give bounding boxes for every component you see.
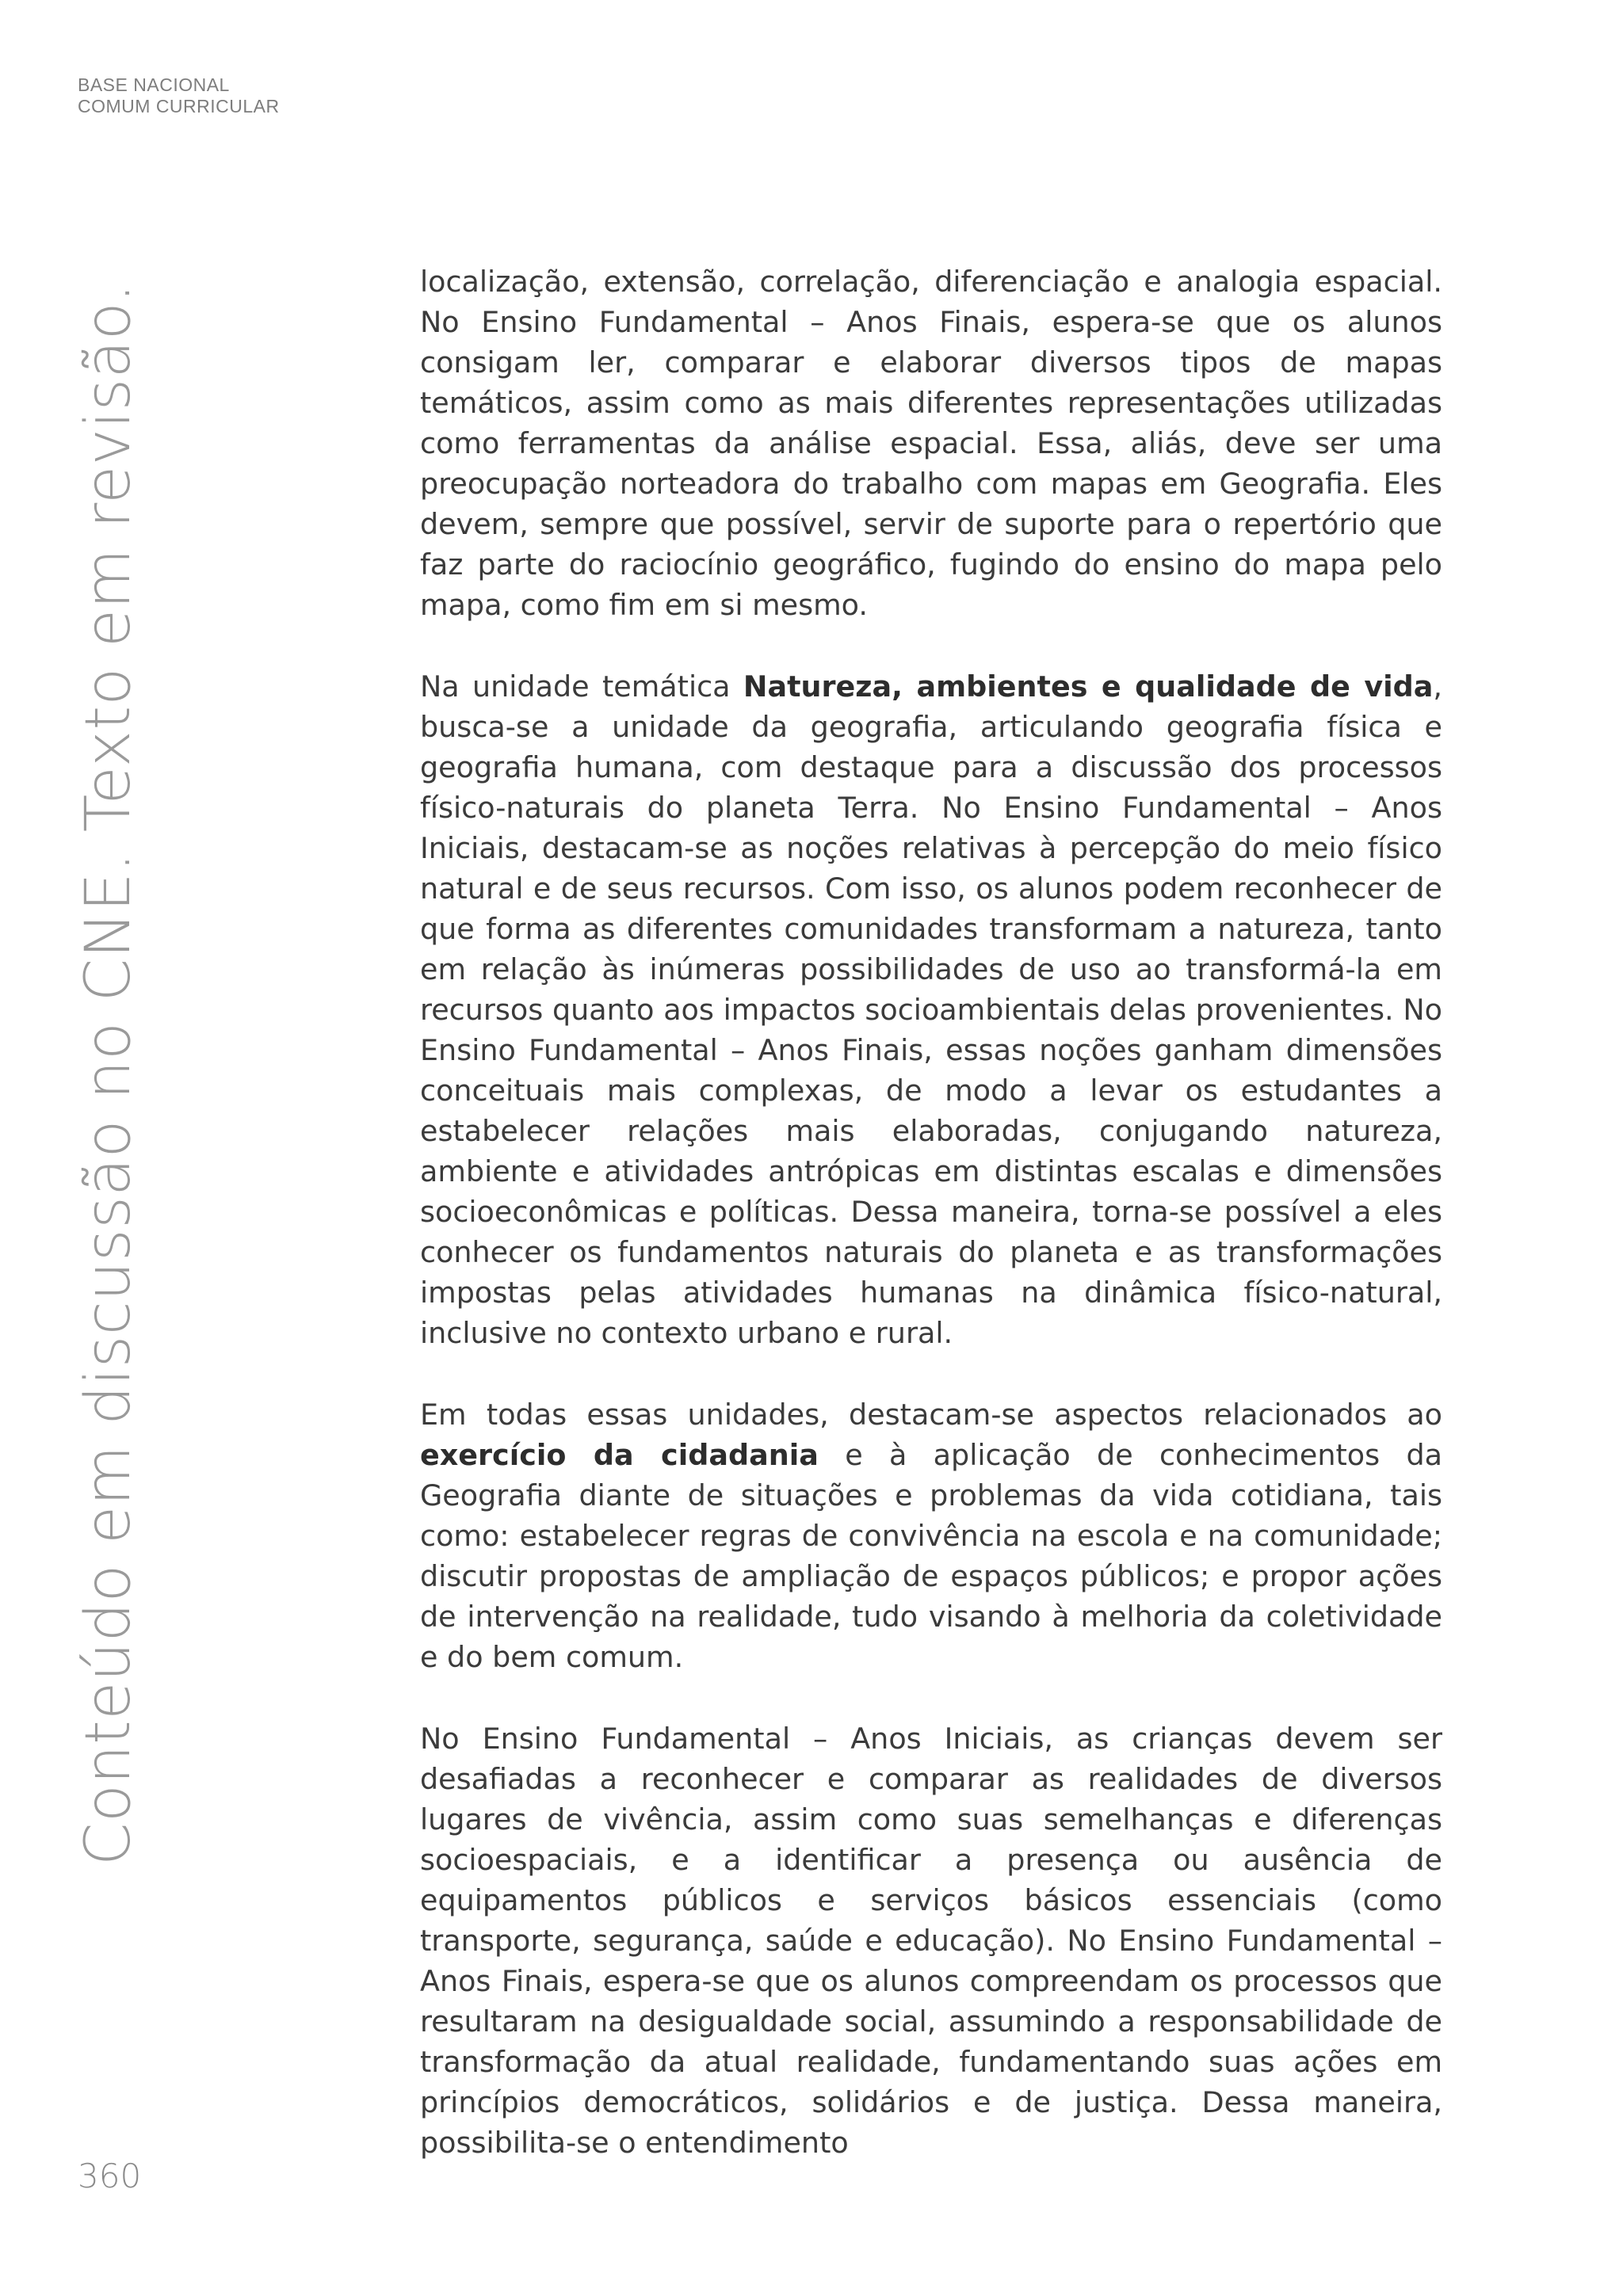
paragraph-1: localização, extensão, correlação, diferenciação e analogia espacial. No Ensino Fundamental – Anos Finais, espera-se que os alunos consigam ler, comparar e elaborar diversos tipos de mapas temáticos, assim como as mais diferentes representações utilizadas como ferramentas da análise espacial. Essa, aliás, deve ser uma preocupação norteadora do trabalho com mapas em Geografia. Eles devem, sempre que possível, servir de suporte para o repertório que faz parte do raciocínio geográfico, fugindo do ensino do mapa pelo mapa, como fim em si mesmo. <box>420 265 1442 622</box>
paragraph-3-intro: Em todas essas unidades, destacam-se aspectos relacionados ao <box>420 1398 1442 1432</box>
running-header <box>78 74 280 117</box>
paragraph-3 <box>420 1394 1442 1677</box>
header-line-1: BASE NACIONAL <box>78 74 230 95</box>
paragraph-3-rest: e à aplicação de conhecimentos da Geografia diante de situações e problemas da vida cotidiana, tais como: estabelecer regras de convivência na escola e na comunidade; discutir propostas de ampliação de espaços públicos; e propor ações de intervenção na realidade, tudo visando à melhoria da coletividade e do bem comum. <box>420 1438 1442 1674</box>
page-number: 360 <box>78 2157 142 2195</box>
paragraph-2 <box>420 666 1442 1353</box>
header-line-2: COMUM CURRICULAR <box>78 96 280 116</box>
paragraph-2-intro: Na unidade temática <box>420 669 743 704</box>
emphasis-natureza-ambientes: Natureza, ambientes e qualidade de vida <box>743 669 1434 704</box>
review-notice-vertical: Conteúdo em discussão no CNE. Texto em revisão. <box>73 282 144 1866</box>
paragraph-2-rest: , busca-se a unidade da geografia, articulando geografia física e geografia humana, com destaque para a discussão dos processos físico-naturais do planeta Terra. No Ensino Fundamental – Anos Iniciais, destacam-se as noções relativas à percepção do meio físico natural e de seus recursos. Com isso, os alunos podem reconhecer de que forma as diferentes comunidades transformam a natureza, tanto em relação às inúmeras possibilidades de uso ao transformá-la em recursos quanto aos impactos socioambientais delas provenientes. No Ensino Fundamental – Anos Finais, essas noções ganham dimensões conceituais mais complexas, de modo a levar os estudantes a estabelecer relações mais elaboradas, conjugando natureza, ambiente e atividades antrópicas em distintas escalas e dimensões socioeconômicas e políticas. Dessa maneira, torna-se possível a eles conhecer os fundamentos naturais do planeta e as transformações impostas pelas atividades humanas na dinâmica físico-natural, inclusive no contexto urbano e rural. <box>420 669 1442 1350</box>
body-text <box>420 261 1442 2204</box>
emphasis-exercicio-cidadania: exercício da cidadania <box>420 1438 819 1472</box>
paragraph-4: No Ensino Fundamental – Anos Iniciais, as crianças devem ser desafiadas a reconhecer e comparar as realidades de diversos lugares de vivência, assim como suas semelhanças e diferenças socioespaciais, e a identificar a presença ou ausência de equipamentos públicos e serviços básicos essenciais (como transporte, segurança, saúde e educação). No Ensino Fundamental – Anos Finais, espera-se que os alunos compreendam os processos que resultaram na desigualdade social, assumindo a responsabilidade de transformação da atual realidade, fundamentando suas ações em princípios democráticos, solidários e de justiça. Dessa maneira, possibilita-se o entendimento <box>420 1722 1442 2160</box>
